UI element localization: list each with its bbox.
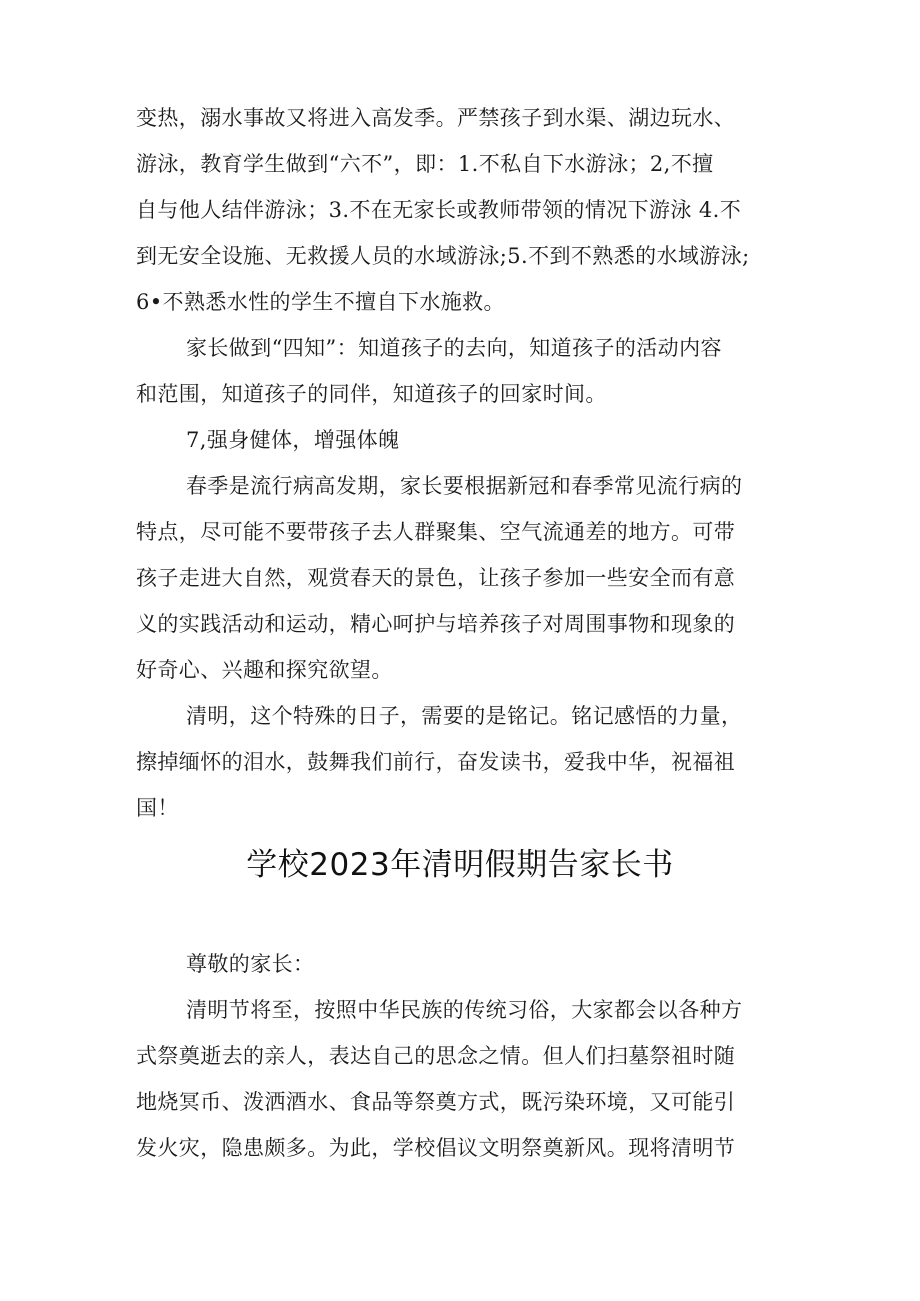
text-line: 式祭奠逝去的亲人，表达自己的思念之情。但人们扫墓祭祖时随 bbox=[136, 1044, 736, 1068]
paragraph-four-knows bbox=[136, 325, 790, 417]
salutation bbox=[136, 941, 790, 987]
text-line: 孩子走进大自然，观赏春天的景色，让孩子参加一些安全而有意 bbox=[136, 566, 736, 590]
section-heading-fitness bbox=[136, 417, 790, 463]
text-line: 春季是流行病高发期，家长要根据新冠和春季常见流行病的 bbox=[186, 474, 743, 498]
text-line: 尊敬的家长： bbox=[186, 952, 315, 976]
text-line: 清明，这个特殊的日子，需要的是铭记。铭记感悟的力量， bbox=[186, 704, 743, 728]
text-line: 清明节将至，按照中华民族的传统习俗，大家都会以各种方 bbox=[186, 998, 743, 1022]
paragraph-drowning-rules bbox=[136, 95, 790, 325]
text-line: 地烧冥币、泼洒酒水、食品等祭奠方式，既污染环境，又可能引 bbox=[136, 1090, 736, 1114]
text-line: 游泳，教育学生做到“六不”，即：1.不私自下水游泳；2,不擅 bbox=[136, 152, 714, 176]
text-line: 到无安全设施、无救援人员的水域游泳;5.不到不熟悉的水域游泳; bbox=[136, 244, 750, 268]
text-line: 特点，尽可能不要带孩子去人群聚集、空气流通差的地方。可带 bbox=[136, 520, 736, 544]
text-line: 6•不熟悉水性的学生不擅自下水施救。 bbox=[136, 290, 505, 314]
document-title: 学校2023年清明假期告家长书 bbox=[246, 847, 674, 883]
document-body-bottom bbox=[136, 941, 790, 1171]
text-line: 7,强身健体，增强体魄 bbox=[186, 428, 400, 452]
paragraph-intro bbox=[136, 987, 790, 1171]
paragraph-spring-health bbox=[136, 463, 790, 693]
paragraph-qingming-closing bbox=[136, 693, 790, 831]
text-line: 变热，溺水事故又将进入高发季。严禁孩子到水渠、湖边玩水、 bbox=[136, 106, 736, 130]
text-line: 自与他人结伴游泳；3.不在无家长或教师带领的情况下游泳 4.不 bbox=[136, 198, 742, 222]
text-line: 国！ bbox=[136, 796, 179, 820]
text-line: 和范围，知道孩子的同伴，知道孩子的回家时间。 bbox=[136, 382, 607, 406]
text-line: 发火灾，隐患颇多。为此，学校倡议文明祭奠新风。现将清明节 bbox=[136, 1136, 736, 1160]
text-line: 家长做到“四知”：知道孩子的去向，知道孩子的活动内容 bbox=[186, 336, 722, 360]
text-line: 义的实践活动和运动，精心呵护与培养孩子对周围事物和现象的 bbox=[136, 612, 736, 636]
document-body-top bbox=[136, 95, 790, 831]
text-line: 擦掉缅怀的泪水，鼓舞我们前行，奋发读书，爱我中华，祝福祖 bbox=[136, 750, 736, 774]
text-line: 好奇心、兴趣和探究欲望。 bbox=[136, 658, 393, 682]
